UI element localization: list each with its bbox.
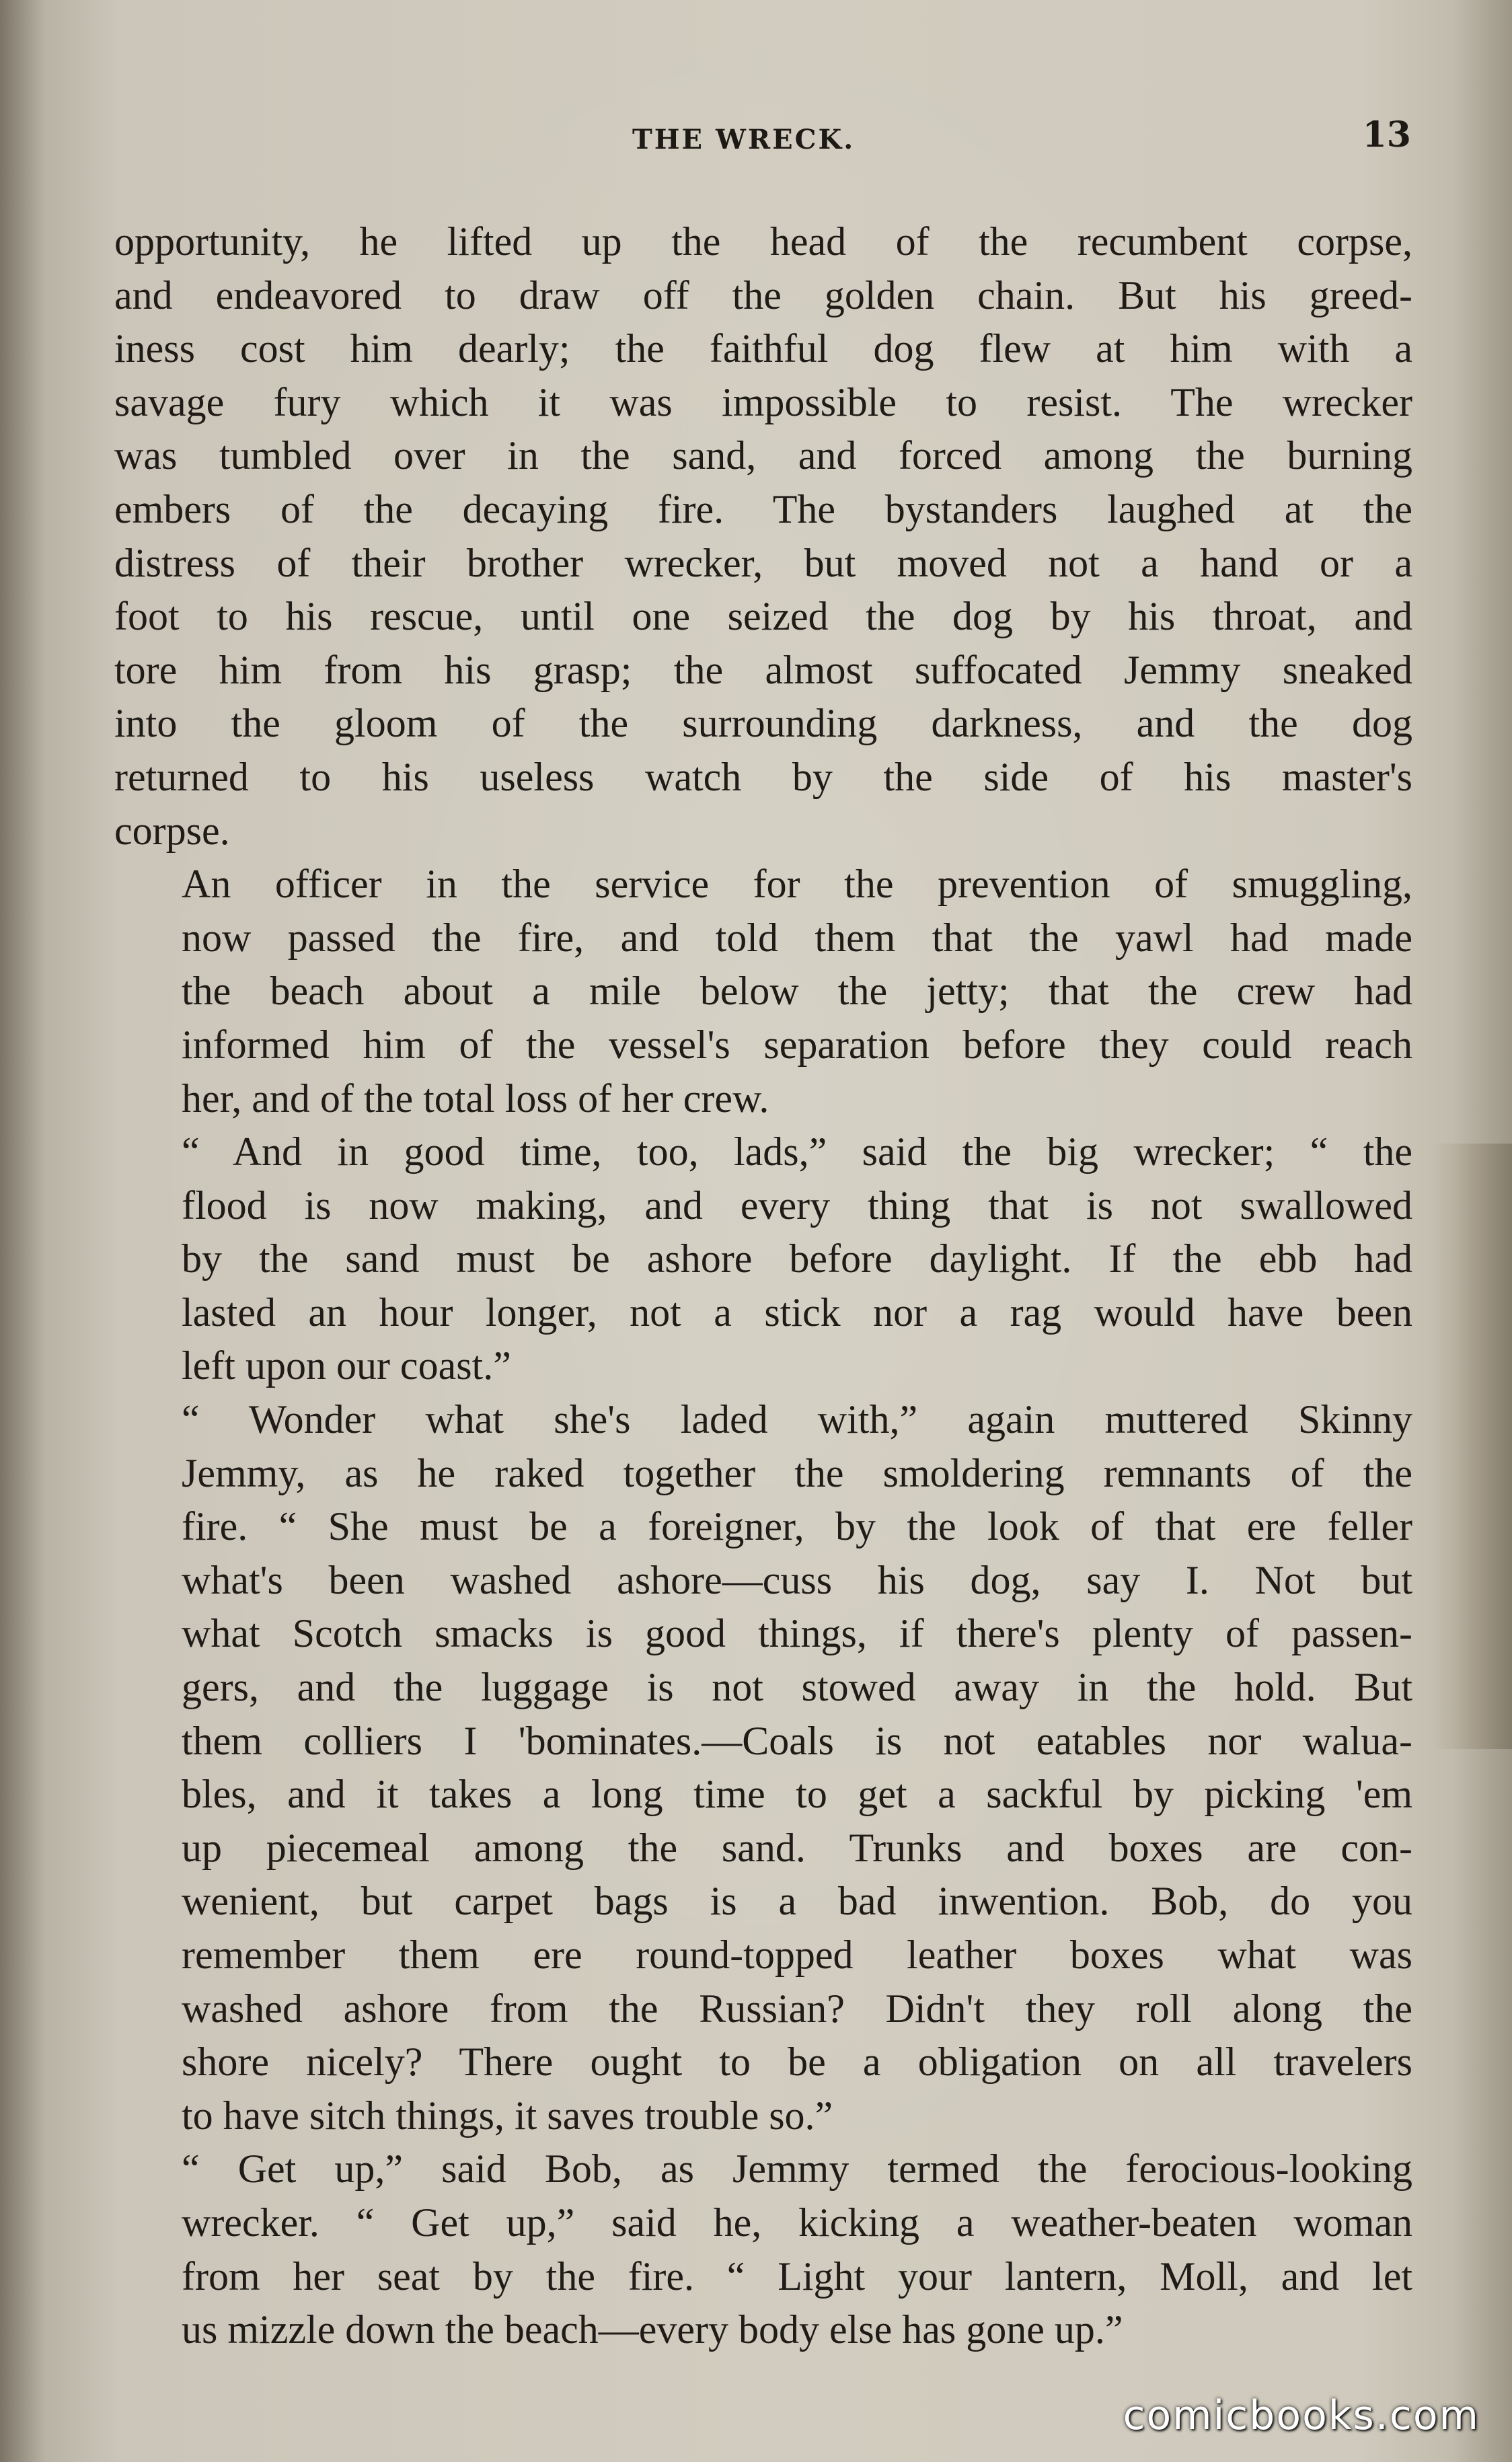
text-line: “ Wonder what she's laded with,” again muttered Skinny bbox=[182, 1397, 1412, 1442]
text-line: what's been washed ashore—cuss his dog, say I. Not but bbox=[182, 1557, 1412, 1602]
text-line: the beach about a mile below the jetty; that the crew had bbox=[182, 969, 1412, 1014]
text-line: tore him from his grasp; the almost suffocated Jemmy sneaked bbox=[114, 647, 1412, 692]
text-line: washed ashore from the Russian? Didn't they roll along the bbox=[182, 1986, 1412, 2031]
text-line: us mizzle down the beach—every body else has gone up.” bbox=[182, 2307, 1123, 2352]
text-line: into the gloom of the surrounding darkness, and the dog bbox=[114, 701, 1412, 746]
text-line: flood is now making, and every thing that is not swallowed bbox=[182, 1183, 1412, 1228]
text-line: wenient, but carpet bags is a bad inwention. Bob, do you bbox=[182, 1879, 1412, 1924]
text-line: corpse. bbox=[114, 808, 230, 853]
watermark: comicbooks.com bbox=[1123, 2392, 1480, 2439]
text-line: Jemmy, as he raked together the smoldering remnants of the bbox=[182, 1450, 1412, 1495]
text-line: savage fury which it was impossible to resist. The wrecker bbox=[114, 379, 1412, 424]
text-line: gers, and the luggage is not stowed away in the hold. But bbox=[182, 1665, 1412, 1710]
text-line: An officer in the service for the prevention of smuggling, bbox=[182, 862, 1412, 907]
text-line: was tumbled over in the sand, and forced among the burning bbox=[114, 433, 1412, 478]
page-header bbox=[0, 114, 1512, 175]
text-line: iness cost him dearly; the faithful dog flew at him with a bbox=[114, 326, 1412, 371]
text-line: what Scotch smacks is good things, if there's plenty of passen- bbox=[182, 1611, 1412, 1656]
running-title: THE WRECK. bbox=[632, 124, 856, 155]
text-line: informed him of the vessel's separation before they could reach bbox=[182, 1022, 1412, 1067]
text-line: left upon our coast.” bbox=[182, 1343, 511, 1388]
text-line: to have sitch things, it saves trouble so.” bbox=[182, 2093, 833, 2138]
text-line: by the sand must be ashore before daylight. If the ebb had bbox=[182, 1236, 1412, 1281]
paragraph bbox=[114, 1393, 1412, 2142]
paragraph bbox=[114, 215, 1412, 858]
text-line: lasted an hour longer, not a stick nor a rag would have been bbox=[182, 1290, 1412, 1335]
page-number: 13 bbox=[1362, 114, 1411, 155]
text-line: her, and of the total loss of her crew. bbox=[182, 1076, 769, 1121]
text-line: “ Get up,” said Bob, as Jemmy termed the ferocious-looking bbox=[182, 2147, 1412, 2192]
page-stain bbox=[1431, 1144, 1512, 1749]
text-line: them colliers I 'bominates.—Coals is not eatables nor walua- bbox=[182, 1718, 1412, 1763]
text-line: foot to his rescue, until one seized the dog by his throat, and bbox=[114, 594, 1412, 639]
paragraph bbox=[114, 858, 1412, 1125]
text-line: returned to his useless watch by the side of his master's bbox=[114, 754, 1412, 799]
text-line: distress of their brother wrecker, but moved not a hand or a bbox=[114, 540, 1412, 585]
paragraph bbox=[114, 1125, 1412, 1393]
text-line: from her seat by the fire. “ Light your lantern, Moll, and let bbox=[182, 2253, 1412, 2299]
text-line: wrecker. “ Get up,” said he, kicking a weather-beaten woman bbox=[182, 2200, 1412, 2245]
text-line: bles, and it takes a long time to get a sackful by picking 'em bbox=[182, 1772, 1412, 1817]
text-line: shore nicely? There ought to be a obligation on all travelers bbox=[182, 2040, 1412, 2085]
text-line: “ And in good time, too, lads,” said the big wrecker; “ the bbox=[182, 1129, 1412, 1174]
text-line: remember them ere round-topped leather boxes what was bbox=[182, 1933, 1412, 1977]
text-line: and endeavored to draw off the golden chain. But his greed- bbox=[114, 272, 1412, 318]
text-line: now passed the fire, and told them that the yawl had made bbox=[182, 915, 1412, 960]
text-line: opportunity, he lifted up the head of the recumbent corpse, bbox=[114, 219, 1412, 264]
body-text bbox=[114, 215, 1412, 2357]
text-line: up piecemeal among the sand. Trunks and boxes are con- bbox=[182, 1825, 1412, 1870]
text-line: embers of the decaying fire. The bystanders laughed at the bbox=[114, 486, 1412, 531]
text-line: fire. “ She must be a foreigner, by the look of that ere feller bbox=[182, 1504, 1412, 1549]
paragraph bbox=[114, 2142, 1412, 2356]
